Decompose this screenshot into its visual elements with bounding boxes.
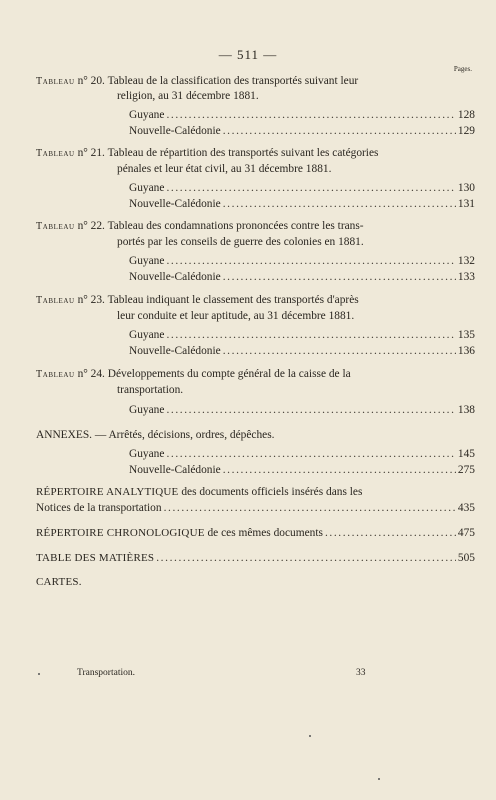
table-24-title-line-1: Tableau n° 24. Développements du compte général de la caisse de la bbox=[36, 368, 351, 380]
toc-entry-21-nouvelle-caledonie[interactable]: Nouvelle-Calédonie ..... 131 bbox=[129, 197, 475, 211]
toc-entry-20-nouvelle-caledonie[interactable]: Nouvelle-Calédonie ..... 129 bbox=[129, 124, 475, 138]
print-mark bbox=[378, 778, 380, 780]
table-22-title-line-1: Tableau n° 22. Tableau des condamnations prononcées contre les trans- bbox=[36, 220, 364, 232]
toc-entry-repertoire-analytique[interactable]: Notices de la transportation ..... 435 bbox=[36, 501, 475, 515]
toc-entry-24-guyane[interactable]: Guyane ..... 138 bbox=[129, 403, 475, 417]
repertoire-analytique-line-1: RÉPERTOIRE ANALYTIQUE des documents officiels insérés dans les bbox=[36, 486, 363, 498]
toc-entry-23-nouvelle-caledonie[interactable]: Nouvelle-Calédonie ..... 136 bbox=[129, 344, 475, 358]
footer-sheet-number: 33 bbox=[356, 668, 366, 678]
table-23-title-line-2: leur conduite et leur aptitude, au 31 décembre 1881. bbox=[117, 310, 355, 322]
toc-entry-21-guyane[interactable]: Guyane ..... 130 bbox=[129, 181, 475, 195]
footer-signature: Transportation. bbox=[77, 668, 135, 678]
annexes-title: ANNEXES. — Arrêtés, décisions, ordres, dépêches. bbox=[36, 429, 275, 441]
toc-entry-table-des-matieres[interactable]: TABLE DES MATIÈRES ..... 505 bbox=[36, 551, 475, 565]
toc-entry-22-guyane[interactable]: Guyane ..... 132 bbox=[129, 254, 475, 268]
print-mark bbox=[38, 673, 40, 675]
toc-entry-repertoire-chronologique[interactable]: RÉPERTOIRE CHRONOLOGIQUE de ces mêmes documents ..... 475 bbox=[36, 526, 475, 540]
table-20-title-line-1: Tableau n° 20. Tableau de la classification des transportés suivant leur bbox=[36, 75, 359, 87]
toc-entry-annexes-guyane[interactable]: Guyane ..... 145 bbox=[129, 447, 475, 461]
table-20-title-line-2: religion, au 31 décembre 1881. bbox=[117, 90, 259, 102]
page-number: — 511 — bbox=[218, 47, 278, 62]
pages-column-label: Pages. bbox=[453, 65, 472, 73]
toc-entry-23-guyane[interactable]: Guyane ..... 135 bbox=[129, 328, 475, 342]
toc-entry-22-nouvelle-caledonie[interactable]: Nouvelle-Calédonie ..... 133 bbox=[129, 270, 475, 284]
toc-entry-annexes-nouvelle-caledonie[interactable]: Nouvelle-Calédonie ..... 275 bbox=[129, 463, 475, 477]
print-mark bbox=[309, 735, 311, 737]
cartes-label: CARTES. bbox=[36, 576, 82, 588]
table-21-title-line-2: pénales et leur état civil, au 31 décembre 1881. bbox=[117, 163, 332, 175]
toc-entry-20-guyane[interactable]: Guyane ..... 128 bbox=[129, 108, 475, 122]
table-22-title-line-2: portés par les conseils de guerre des colonies en 1881. bbox=[117, 236, 364, 248]
table-24-title-line-2: transportation. bbox=[117, 384, 184, 396]
table-21-title-line-1: Tableau n° 21. Tableau de répartition des transportés suivant les catégories bbox=[36, 147, 379, 159]
table-23-title-line-1: Tableau n° 23. Tableau indiquant le classement des transportés d'après bbox=[36, 294, 359, 306]
